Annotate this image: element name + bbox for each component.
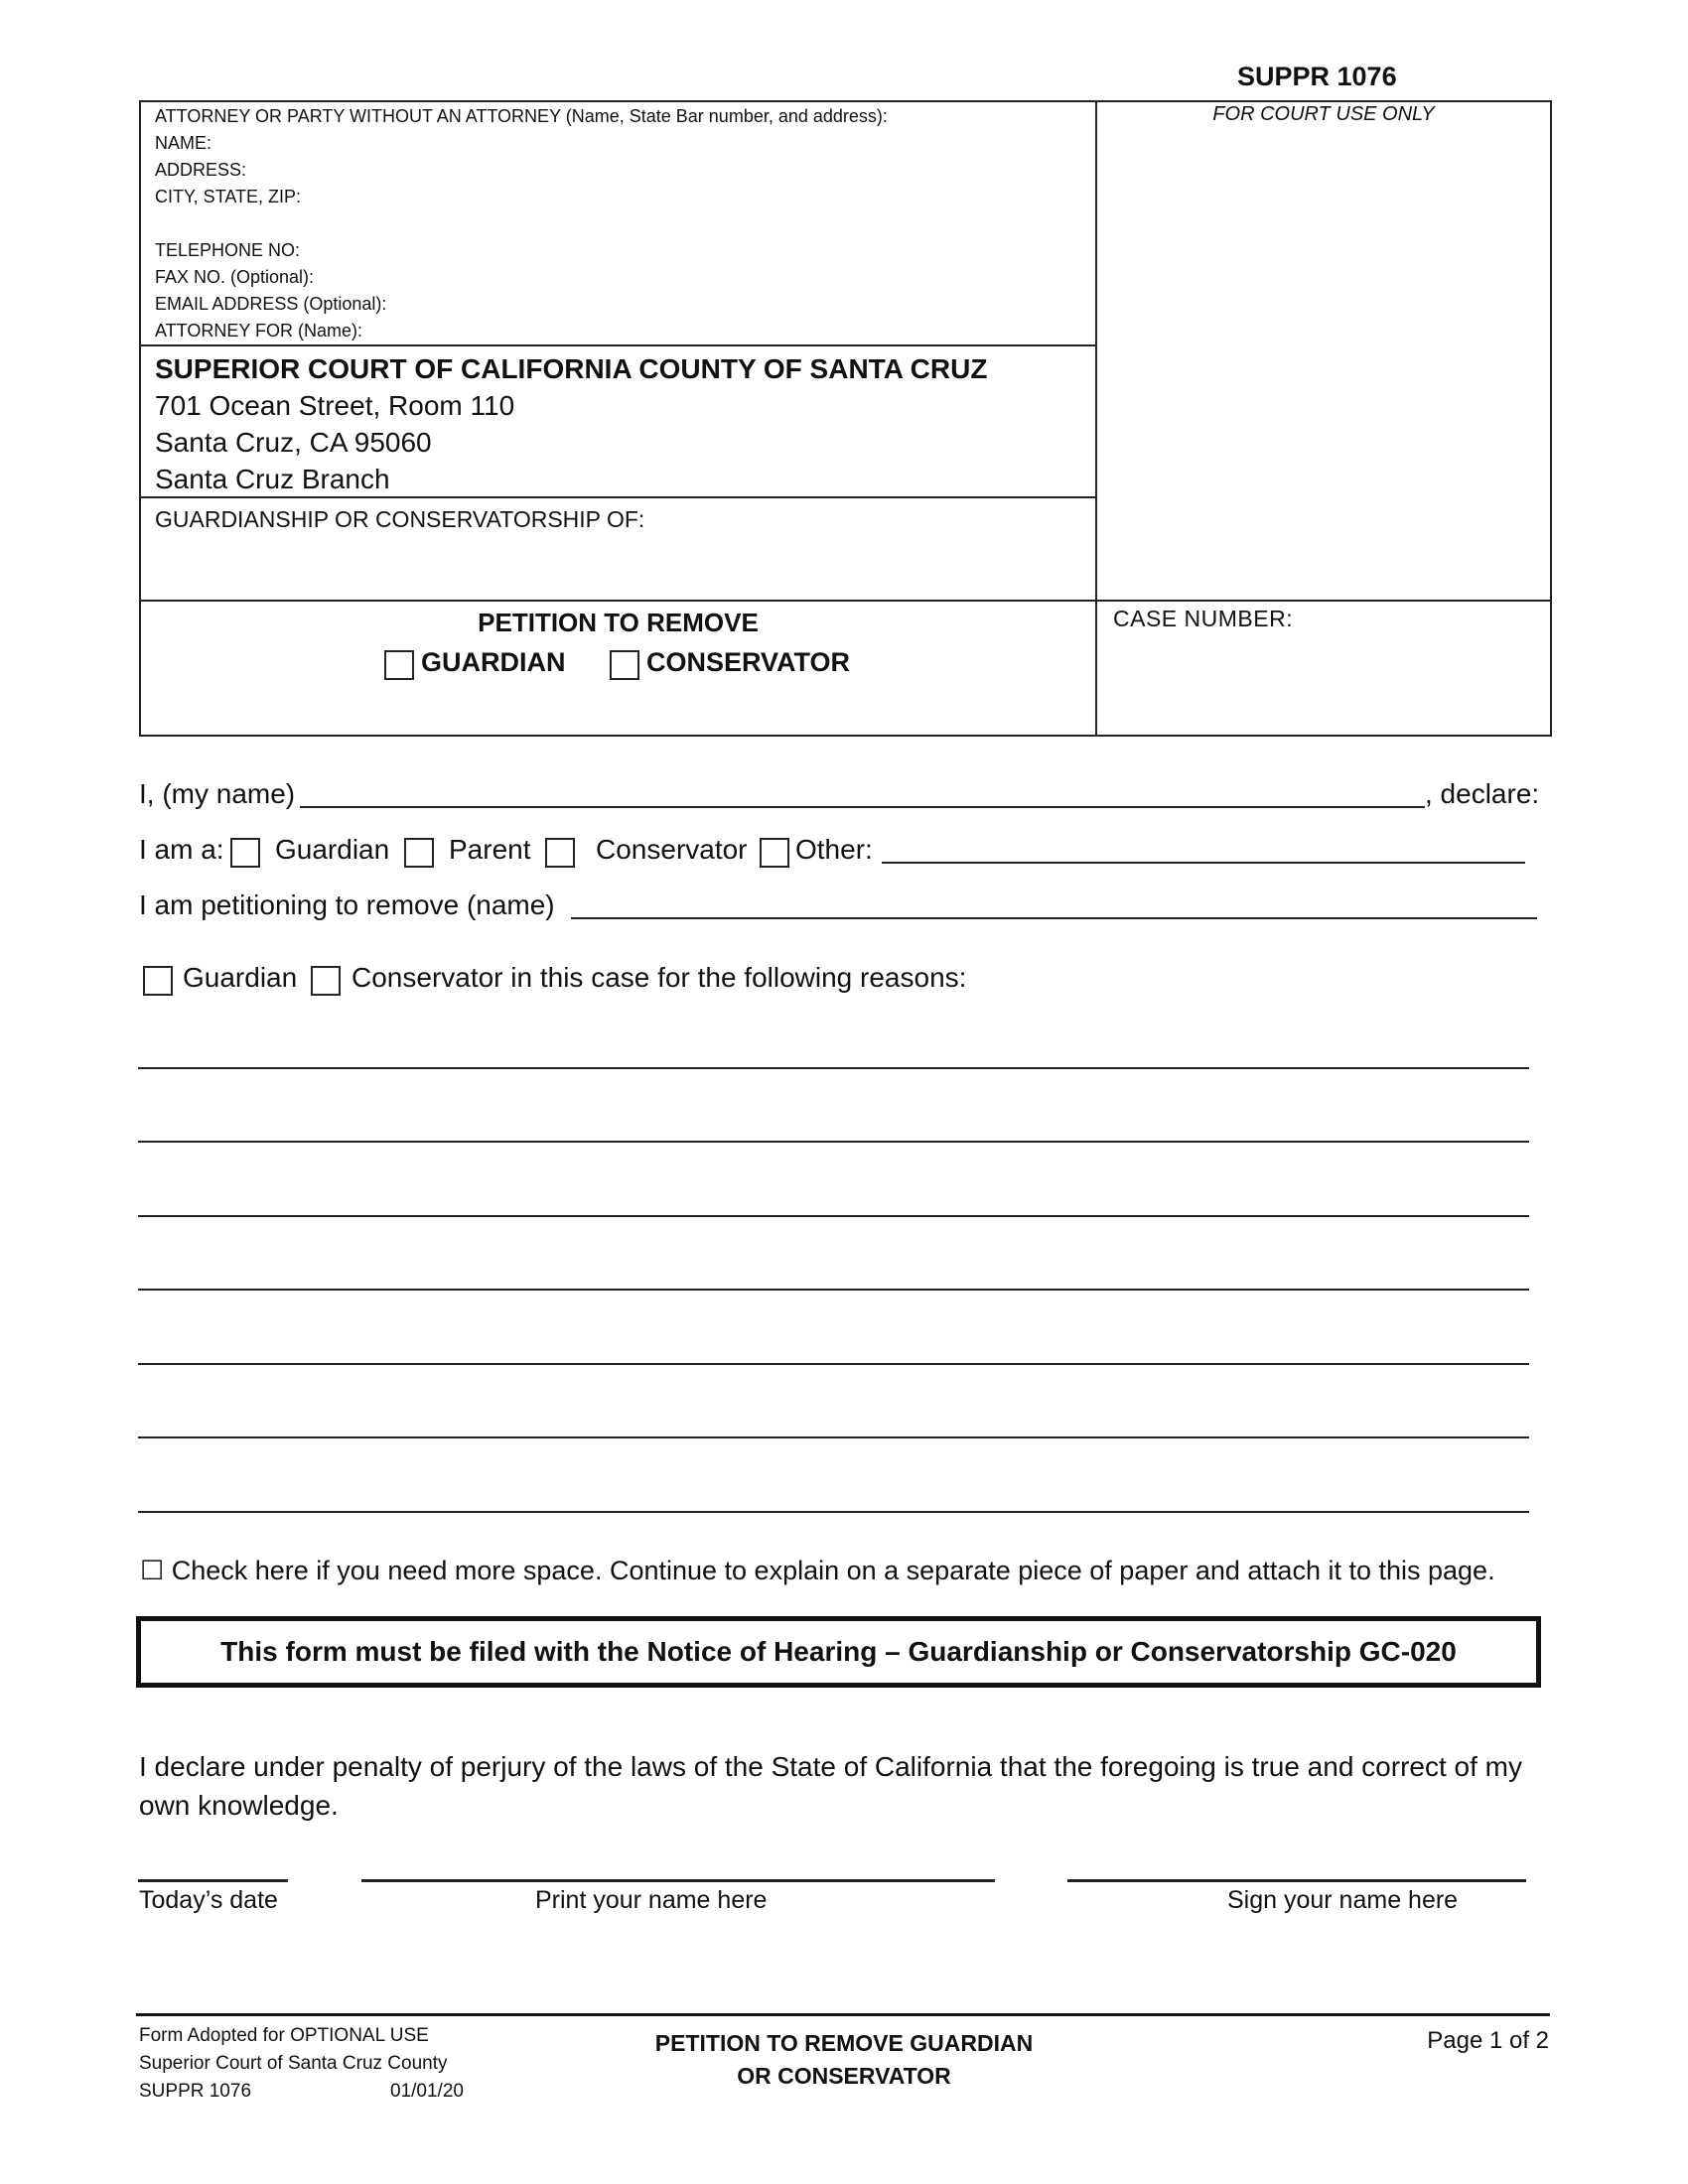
role-parent-checkbox[interactable] <box>404 838 434 868</box>
court-city: Santa Cruz, CA 95060 <box>155 427 432 458</box>
footer-adopted: Form Adopted for OPTIONAL USE <box>139 2025 429 2046</box>
remove-guardian-checkbox[interactable] <box>143 966 173 996</box>
petition-conservator-checkbox[interactable] <box>610 650 639 680</box>
petition-guardian-checkbox[interactable] <box>384 650 414 680</box>
sign-name-label: Sign your name here <box>1227 1886 1459 1914</box>
footer-title-line1: PETITION TO REMOVE GUARDIAN <box>654 2030 1034 2056</box>
my-name-input[interactable] <box>300 806 1425 808</box>
role-other-checkbox[interactable] <box>760 838 789 868</box>
attorney-fax-field[interactable]: FAX NO. (Optional): <box>155 267 315 287</box>
footer-date: 01/01/20 <box>390 2081 464 2102</box>
attorney-heading: ATTORNEY OR PARTY WITHOUT AN ATTORNEY (Name, State Bar number, and address): <box>155 106 888 126</box>
print-name-label: Print your name here <box>535 1886 768 1914</box>
reason-line[interactable] <box>138 1215 1529 1217</box>
role-parent-label: Parent <box>449 834 531 865</box>
footer-court: Superior Court of Santa Cruz County <box>139 2053 448 2074</box>
footer-code: SUPPR 1076 <box>139 2081 252 2102</box>
reason-line[interactable] <box>138 1511 1529 1513</box>
attorney-divider <box>139 344 1096 346</box>
attorney-email-field[interactable]: EMAIL ADDRESS (Optional): <box>155 294 387 314</box>
attorney-telephone-field[interactable]: TELEPHONE NO: <box>155 240 301 260</box>
footer-rule <box>136 2013 1550 2016</box>
guardianship-of-field[interactable]: GUARDIANSHIP OR CONSERVATORSHIP OF: <box>155 506 645 532</box>
role-conservator-label: Conservator <box>596 834 748 865</box>
my-name-label: I, (my name) <box>139 778 296 809</box>
i-am-a-label: I am a: <box>139 834 224 865</box>
notice-box <box>136 1616 1541 1688</box>
case-number-field[interactable]: CASE NUMBER: <box>1113 606 1294 631</box>
court-use-label: FOR COURT USE ONLY <box>1212 103 1435 125</box>
petition-title: PETITION TO REMOVE <box>478 608 759 637</box>
role-other-input[interactable] <box>882 862 1525 864</box>
remove-reason-label: Conservator in this case for the following reasons: <box>352 962 967 993</box>
attorney-for-field[interactable]: ATTORNEY FOR (Name): <box>155 321 363 341</box>
attorney-section <box>155 103 888 344</box>
form-code: SUPPR 1076 <box>1237 62 1397 91</box>
date-signature-line[interactable] <box>138 1879 288 1882</box>
role-guardian-label: Guardian <box>275 834 390 865</box>
role-guardian-checkbox[interactable] <box>230 838 260 868</box>
sign-name-signature-line[interactable] <box>1067 1879 1526 1882</box>
more-space-checkbox[interactable]: ☐ Check here if you need more space. Continue to explain on a separate piece of paper and attach it to this page. <box>140 1556 1495 1585</box>
petition-conservator-label: CONSERVATOR <box>646 647 851 677</box>
attorney-address-field[interactable]: ADDRESS: <box>155 160 247 180</box>
page-number: Page 1 of 2 <box>1427 2027 1549 2054</box>
remove-conservator-checkbox[interactable] <box>311 966 341 996</box>
remove-guardian-label: Guardian <box>183 962 298 993</box>
petitioning-label: I am petitioning to remove (name) <box>139 889 555 920</box>
petitioning-name-input[interactable] <box>571 917 1537 919</box>
print-name-signature-line[interactable] <box>361 1879 995 1882</box>
footer-title <box>596 2027 1092 2093</box>
court-street: 701 Ocean Street, Room 110 <box>155 390 515 421</box>
reason-line[interactable] <box>138 1289 1529 1291</box>
date-label: Today’s date <box>139 1886 278 1914</box>
court-name: SUPERIOR COURT OF CALIFORNIA COUNTY OF SANTA CRUZ <box>155 353 988 384</box>
perjury-statement: I declare under penalty of perjury of the laws of the State of California that the foregoing is true and correct of my own knowledge. <box>139 1751 1522 1821</box>
court-divider <box>139 496 1096 498</box>
attorney-name-field[interactable]: NAME: <box>155 133 212 153</box>
role-conservator-checkbox[interactable] <box>545 838 575 868</box>
court-branch: Santa Cruz Branch <box>155 464 390 494</box>
attorney-city-field[interactable]: CITY, STATE, ZIP: <box>155 187 302 206</box>
reason-line[interactable] <box>138 1363 1529 1365</box>
header-divider <box>1095 100 1097 737</box>
footer-title-line2: OR CONSERVATOR <box>737 2063 951 2089</box>
notice-text: This form must be filed with the Notice of Hearing – Guardianship or Conservatorship GC-020 <box>220 1636 1457 1667</box>
petition-guardian-label: GUARDIAN <box>421 647 566 677</box>
reason-line[interactable] <box>138 1141 1529 1143</box>
declare-label: , declare: <box>1425 778 1540 809</box>
reason-line[interactable] <box>138 1436 1529 1438</box>
reason-line[interactable] <box>138 1067 1529 1069</box>
title-divider <box>139 600 1552 602</box>
role-other-label: Other: <box>795 834 873 865</box>
